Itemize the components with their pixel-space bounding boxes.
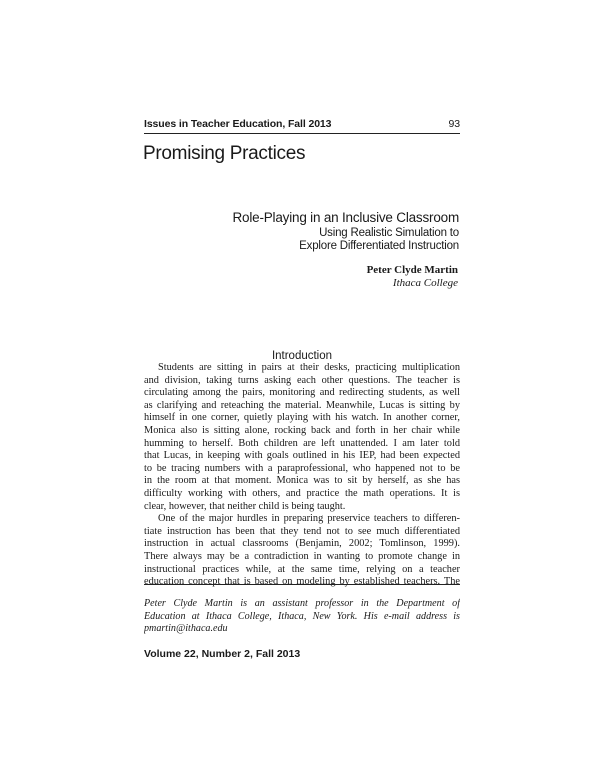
footnote-rule <box>144 584 460 585</box>
running-head <box>144 118 460 134</box>
body-line: instructional practices while, at the same time, relying on a teacher <box>144 563 460 575</box>
author-affiliation: Ithaca College <box>392 277 458 289</box>
article-subtitle-line-2: Explore Differentiated Instruction <box>299 240 459 252</box>
author-name: Peter Clyde Martin <box>366 264 458 276</box>
header-rule <box>144 133 460 134</box>
body-line: instruction in actual classrooms (Benjamin, 2002; Tomlinson, 1999). <box>144 538 460 550</box>
body-line: circulating among the pairs, monitoring and redirecting students, as well <box>144 387 460 399</box>
body-line: difficulty working with others, and practice the math operations. It is <box>144 488 460 499</box>
body-line: One of the major hurdles in preparing preservice teachers to differen- <box>158 513 460 525</box>
body-line: Students are sitting in pairs at their desks, practicing multiplication <box>158 362 460 373</box>
body-line: in the room at that moment. Monica was to sit by herself, as she has <box>144 475 460 487</box>
body-line: clear, however, that neither child is being taught. <box>144 500 346 512</box>
article-subtitle-line-1: Using Realistic Simulation to <box>319 227 459 239</box>
footnote-line: Peter Clyde Martin is an assistant professor in the Department of <box>144 598 460 609</box>
body-line: education concept that is based on modeling by established teachers. The <box>144 576 460 588</box>
body-line: Monica also is sitting alone, rocking back and forth in her chair while <box>144 425 460 436</box>
body-line: humming to herself. Both children are left unattended. I am later told <box>144 437 460 449</box>
article-title: Role-Playing in an Inclusive Classroom <box>232 210 459 225</box>
body-line: to be tracing numbers with a paraprofessional, who happened not to be <box>144 462 460 474</box>
journal-name: Issues in Teacher Education, Fall 2013 <box>144 118 332 130</box>
page-number: 93 <box>448 118 460 130</box>
body-line: tiate instruction has been that they tend not to see much differentiated <box>144 525 460 537</box>
section-title: Promising Practices <box>143 143 306 164</box>
body-line: himself in one corner, quietly playing with his watch. In another corner, <box>144 412 460 424</box>
footnote-email[interactable]: pmartin@ithaca.edu <box>144 623 228 635</box>
footnote-line: Education at Ithaca College, Ithaca, New York. His e-mail address is <box>144 610 460 622</box>
body-line: There always may be a contradiction in wanting to promote change in <box>144 551 460 562</box>
introduction-heading: Introduction <box>271 350 333 362</box>
volume-info: Volume 22, Number 2, Fall 2013 <box>144 648 301 660</box>
body-line: as clarifying and reteaching the material. Meanwhile, Lucas is sitting by <box>144 399 460 411</box>
body-line: that Lucas, in keeping with goals outlined in his IEP, had been expected <box>144 450 460 462</box>
body-line: and division, taking turns asking each other questions. The teacher is <box>144 374 460 386</box>
